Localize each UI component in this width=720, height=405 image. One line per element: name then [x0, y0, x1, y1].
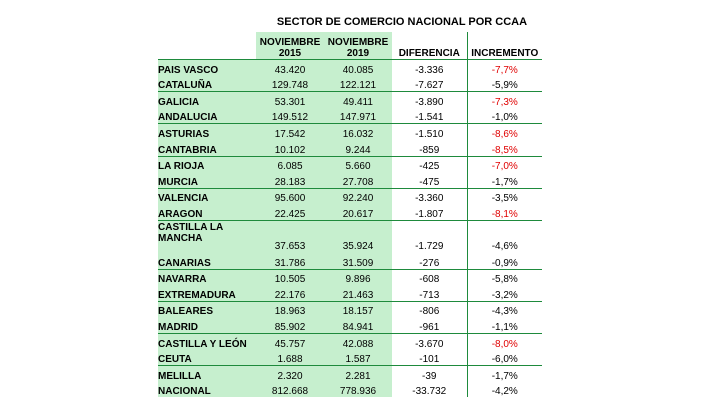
diferencia-cell: -806: [392, 301, 467, 317]
value-2019-cell: 2.281: [324, 366, 392, 382]
incremento-cell: -8,5%: [467, 140, 542, 156]
incremento-cell: -8,1%: [467, 204, 542, 220]
value-2019-cell: 147.971: [324, 108, 392, 124]
table-row: [158, 140, 542, 156]
table-row: [158, 366, 542, 382]
region-cell: LA RIOJA: [158, 156, 256, 172]
table-row: [158, 269, 542, 285]
incremento-cell: -3,5%: [467, 188, 542, 204]
diferencia-cell: -3.890: [392, 92, 467, 108]
diferencia-cell: -961: [419, 321, 440, 333]
diferencia-cell: -713: [419, 289, 440, 301]
value-2015-cell: 18.963: [256, 301, 324, 317]
incremento-cell: -4,6%: [467, 220, 542, 253]
incremento-cell: -8,0%: [467, 333, 542, 349]
value-2019-cell: 21.463: [324, 285, 392, 301]
region-cell: ARAGON: [158, 204, 256, 220]
incremento-cell: -4,3%: [467, 301, 542, 317]
region-cell: GALICIA: [158, 92, 256, 108]
value-2019-cell: 1.587: [324, 350, 392, 366]
value-2015-cell: 95.600: [256, 188, 324, 204]
diferencia-cell: -859: [419, 144, 440, 156]
value-2019-cell: 16.032: [324, 124, 392, 140]
value-2015-cell: 129.748: [256, 76, 324, 92]
incremento-cell: -7,7%: [467, 60, 542, 76]
header-empty-cell: [158, 32, 256, 60]
value-2019-cell: 9.244: [324, 140, 392, 156]
table-row: [158, 333, 542, 349]
region-cell: ANDALUCIA: [158, 108, 256, 124]
value-2015-cell: 10.505: [256, 269, 324, 285]
table-row: [158, 253, 542, 269]
value-2015-cell: 17.542: [256, 124, 324, 140]
value-2015-cell: 6.085: [256, 156, 324, 172]
region-cell: NACIONAL: [158, 382, 256, 398]
value-2019-cell: 9.896: [324, 269, 392, 285]
incremento-cell: -1,0%: [467, 108, 542, 124]
value-2015-cell: 149.512: [256, 108, 324, 124]
incremento-cell: -5,8%: [467, 269, 542, 285]
table-row: [158, 285, 542, 301]
incremento-cell: -7,0%: [467, 156, 542, 172]
diferencia-cell: -276: [419, 257, 440, 269]
region-cell: NAVARRA: [158, 269, 256, 285]
region-cell: CASTILLA Y LEÓN: [158, 333, 256, 349]
table-row: [158, 76, 542, 92]
table-row: [158, 172, 542, 188]
table-row: [158, 92, 542, 108]
header-diferencia: DIFERENCIA: [392, 32, 467, 60]
region-cell: CASTILLA LA MANCHA: [158, 220, 256, 253]
incremento-cell: -1,7%: [467, 172, 542, 188]
value-2019-cell: 20.617: [324, 204, 392, 220]
value-2019-cell: 40.085: [324, 60, 392, 76]
region-cell: MELILLA: [158, 366, 256, 382]
table-row: [158, 124, 542, 140]
value-2019-cell: 84.941: [324, 317, 392, 333]
value-2015-cell: 37.653: [256, 220, 324, 253]
diferencia-cell: -425: [392, 156, 467, 172]
value-2019-cell: 778.936: [324, 382, 392, 398]
header-nov2019: NOVIEMBRE 2019: [324, 32, 392, 60]
region-cell: ASTURIAS: [158, 124, 256, 140]
incremento-cell: -1,1%: [467, 317, 542, 333]
value-2019-cell: 27.708: [324, 172, 392, 188]
incremento-cell: -0,9%: [467, 253, 542, 269]
page-title: SECTOR DE COMERCIO NACIONAL POR CCAA: [276, 16, 528, 28]
diferencia-cell: -3.360: [392, 188, 467, 204]
value-2019-cell: 35.924: [324, 220, 392, 253]
diferencia-cell: -33.732: [412, 386, 447, 398]
value-2015-cell: 812.668: [256, 382, 324, 398]
diferencia-cell: -3.336: [392, 60, 467, 76]
table-row: [158, 108, 542, 124]
table-header-row: [158, 32, 542, 60]
value-2015-cell: 22.176: [256, 285, 324, 301]
table-row: [158, 317, 542, 333]
diferencia-cell: -475: [419, 176, 440, 188]
region-cell: MADRID: [158, 317, 256, 333]
diferencia-cell: -7.627: [415, 80, 444, 92]
diferencia-cell: -1.510: [392, 124, 467, 140]
value-2015-cell: 2.320: [256, 366, 324, 382]
region-cell: BALEARES: [158, 301, 256, 317]
table-row: [158, 220, 542, 253]
table-row: [158, 350, 542, 366]
region-cell: PAIS VASCO: [158, 60, 256, 76]
value-2019-cell: 31.509: [324, 253, 392, 269]
region-cell: CEUTA: [158, 350, 256, 366]
value-2019-cell: 18.157: [324, 301, 392, 317]
value-2015-cell: 28.183: [256, 172, 324, 188]
incremento-cell: -4,2%: [467, 382, 542, 398]
table-body: [158, 60, 542, 398]
region-cell: CANTABRIA: [158, 140, 256, 156]
value-2015-cell: 53.301: [256, 92, 324, 108]
table-row: [158, 204, 542, 220]
value-2019-cell: 92.240: [324, 188, 392, 204]
value-2015-cell: 10.102: [256, 140, 324, 156]
diferencia-cell: -39: [392, 366, 467, 382]
table-row: [158, 382, 542, 398]
incremento-cell: -7,3%: [467, 92, 542, 108]
value-2019-cell: 122.121: [324, 76, 392, 92]
table-row: [158, 188, 542, 204]
region-cell: MURCIA: [158, 172, 256, 188]
header-nov2015: NOVIEMBRE 2015: [256, 32, 324, 60]
value-2015-cell: 22.425: [256, 204, 324, 220]
value-2015-cell: 43.420: [256, 60, 324, 76]
incremento-cell: -6,0%: [467, 350, 542, 366]
table-row: [158, 301, 542, 317]
diferencia-cell: -3.670: [392, 333, 467, 349]
diferencia-cell: -101: [419, 354, 440, 366]
table-row: [158, 60, 542, 76]
value-2015-cell: 85.902: [256, 317, 324, 333]
region-cell: VALENCIA: [158, 188, 256, 204]
incremento-cell: -1,7%: [467, 366, 542, 382]
value-2019-cell: 5.660: [324, 156, 392, 172]
region-cell: CANARIAS: [158, 253, 256, 269]
incremento-cell: -8,6%: [467, 124, 542, 140]
incremento-cell: -5,9%: [467, 76, 542, 92]
incremento-cell: -3,2%: [467, 285, 542, 301]
diferencia-cell: -1.541: [415, 112, 444, 124]
table-row: [158, 156, 542, 172]
region-cell: EXTREMADURA: [158, 285, 256, 301]
region-cell: CATALUÑA: [158, 76, 256, 92]
value-2015-cell: 1.688: [256, 350, 324, 366]
diferencia-cell: -608: [392, 269, 467, 285]
value-2019-cell: 49.411: [324, 92, 392, 108]
ccaa-table: [158, 32, 542, 397]
diferencia-cell: -1.807: [415, 208, 444, 220]
diferencia-cell: -1.729: [392, 220, 467, 253]
value-2015-cell: 45.757: [256, 333, 324, 349]
value-2019-cell: 42.088: [324, 333, 392, 349]
header-incremento: INCREMENTO: [467, 32, 542, 60]
value-2015-cell: 31.786: [256, 253, 324, 269]
